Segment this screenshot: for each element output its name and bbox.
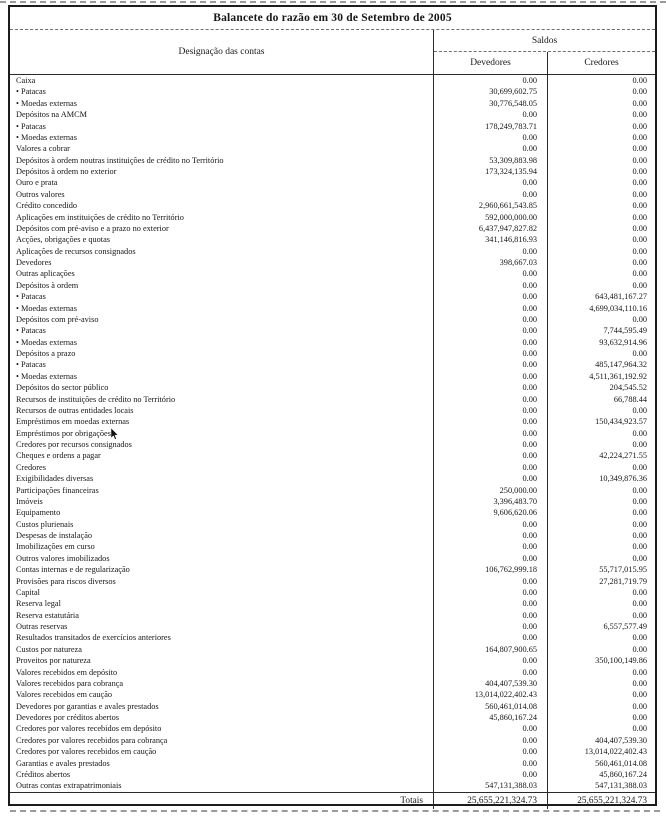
devedores-value: 0.00 (434, 758, 548, 769)
credores-value: 0.00 (632, 349, 647, 358)
account-label: Credores por valores recebidos em caução (10, 746, 434, 757)
devedores-value: 45,860,167.24 (434, 712, 548, 723)
devedores-value: 0.00 (434, 746, 548, 757)
account-label: Depósitos à ordem (10, 280, 434, 291)
credores-value: 4,511,361,192.92 (589, 371, 647, 381)
credores-value: 0.00 (632, 678, 647, 688)
devedores-value: 0.00 (434, 314, 548, 325)
table-row (10, 348, 655, 359)
table-row (10, 553, 655, 564)
account-label: Credores por recursos consignados (10, 439, 434, 450)
account-label: Outras aplicações (10, 268, 434, 279)
table-row (10, 121, 655, 132)
account-label: Outras contas extrapatrimoniais (10, 780, 434, 791)
table-row (10, 769, 655, 780)
table-row (10, 780, 655, 791)
credores-value: 0.00 (632, 167, 647, 176)
devedores-value: 0.00 (434, 610, 548, 621)
credores-value: 55,717,015.95 (599, 565, 647, 575)
devedores-value: 164,807,900.65 (434, 644, 548, 655)
devedores-value: 6,437,947,827.82 (434, 223, 548, 234)
account-label: Outros valores imobilizados (10, 553, 434, 564)
credores-value: 0.00 (632, 189, 647, 199)
account-label: Depósitos com pré-aviso (10, 314, 434, 325)
devedores-value: 0.00 (434, 439, 548, 450)
table-row (10, 75, 655, 86)
table-row (10, 723, 655, 734)
table-row (10, 632, 655, 643)
table-row (10, 667, 655, 678)
devedores-value: 0.00 (434, 735, 548, 746)
devedores-value: 0.00 (434, 177, 548, 188)
table-row (10, 519, 655, 530)
table-row (10, 462, 655, 473)
devedores-value: 250,000.00 (434, 485, 548, 496)
table-row (10, 303, 655, 314)
table-row (10, 212, 655, 223)
table-row (10, 246, 655, 257)
table-row (10, 166, 655, 177)
account-label: Credores (10, 462, 434, 473)
devedores-value: 0.00 (434, 416, 548, 427)
table-row (10, 655, 655, 666)
column-header-devedores: Devedores (434, 52, 548, 74)
table-row (10, 143, 655, 154)
credores-value: 0.00 (632, 76, 647, 85)
devedores-value: 0.00 (434, 587, 548, 598)
account-label: Resultados transitados de exercícios anteriores (10, 632, 434, 643)
account-label: • Moedas externas (10, 98, 434, 109)
devedores-value: 0.00 (434, 189, 548, 200)
table-row (10, 109, 655, 120)
credores-value: 0.00 (632, 531, 647, 540)
account-label: Empréstimos por obrigações (10, 428, 434, 439)
credores-value: 0.00 (632, 633, 647, 643)
devedores-value: 0.00 (434, 280, 548, 291)
account-label: Capital (10, 587, 434, 598)
table-row (10, 621, 655, 632)
table-row (10, 155, 655, 166)
devedores-value: 0.00 (434, 246, 548, 257)
account-label: • Moedas externas (10, 337, 434, 348)
account-label: Cheques e ordens a pagar (10, 450, 434, 461)
table-row (10, 598, 655, 609)
devedores-value: 341,146,816.93 (434, 234, 548, 245)
table-row (10, 234, 655, 245)
credores-value: 93,632,914.96 (599, 337, 647, 347)
table-row (10, 473, 655, 484)
account-label: Recursos de outras entidades locais (10, 405, 434, 416)
column-header-credores: Credores (584, 58, 619, 68)
account-label: Valores recebidos em caução (10, 689, 434, 700)
devedores-value: 0.00 (434, 655, 548, 666)
credores-value: 204,545.52 (609, 383, 647, 393)
totals-devedores-value: 25,655,221,324.73 (434, 793, 548, 809)
account-label: • Moedas externas (10, 371, 434, 382)
table-row (10, 257, 655, 268)
credores-value: 0.00 (632, 121, 647, 131)
devedores-value: 0.00 (434, 359, 548, 370)
devedores-value: 0.00 (434, 405, 548, 416)
credores-value: 0.00 (632, 223, 647, 233)
devedores-value: 0.00 (434, 291, 548, 302)
account-label: Imobilizações em curso (10, 541, 434, 552)
credores-value: 0.00 (632, 201, 647, 211)
devedores-value: 0.00 (434, 268, 548, 279)
account-label: Aplicações em instituições de crédito no Território (10, 212, 434, 223)
credores-value: 350,100,149.86 (595, 656, 647, 666)
account-label: Valores a cobrar (10, 143, 434, 154)
devedores-value: 0.00 (434, 462, 548, 473)
table-row (10, 507, 655, 518)
table-row (10, 610, 655, 621)
table-row (10, 359, 655, 370)
credores-value: 0.00 (632, 178, 647, 188)
credores-value: 0.00 (632, 314, 647, 324)
credores-value: 560,461,014.08 (595, 758, 647, 768)
credores-value: 0.00 (632, 667, 647, 677)
account-label: Depósitos do sector público (10, 382, 434, 393)
account-label: Acções, obrigações e quotas (10, 234, 434, 245)
credores-value: 0.00 (632, 212, 647, 222)
table-header (10, 30, 655, 75)
account-label: Provisões para riscos diversos (10, 576, 434, 587)
credores-value: 0.00 (632, 440, 647, 449)
table-row (10, 428, 655, 439)
table-row (10, 439, 655, 450)
devedores-value: 0.00 (434, 473, 548, 484)
account-label: Contas internas e de regularização (10, 564, 434, 575)
credores-value: 0.00 (632, 485, 647, 495)
scan-artifact-bottom-line (10, 810, 660, 812)
devedores-value: 0.00 (434, 428, 548, 439)
account-label: Caixa (10, 75, 434, 86)
account-label: Devedores (10, 257, 434, 268)
account-label: Custos por natureza (10, 644, 434, 655)
account-label: Devedores por créditos abertos (10, 712, 434, 723)
table-row (10, 132, 655, 143)
devedores-value: 547,131,388.03 (434, 780, 548, 791)
table-row (10, 177, 655, 188)
devedores-value: 30,776,548.05 (434, 98, 548, 109)
credores-value: 0.00 (632, 701, 647, 711)
column-header-saldos: Saldos (434, 30, 655, 52)
account-label: • Patacas (10, 359, 434, 370)
credores-value: 0.00 (632, 610, 647, 620)
table-row (10, 98, 655, 109)
account-label: Empréstimos em moedas externas (10, 416, 434, 427)
totals-credores-value: 25,655,221,324.73 (577, 795, 647, 806)
credores-value: 0.00 (632, 246, 647, 256)
table-row (10, 291, 655, 302)
account-label: Depósitos a prazo (10, 348, 434, 359)
credores-value: 0.00 (632, 713, 647, 722)
account-label: Outras reservas (10, 621, 434, 632)
account-label: • Moedas externas (10, 303, 434, 314)
table-row (10, 268, 655, 279)
devedores-value: 0.00 (434, 621, 548, 632)
table-row (10, 689, 655, 700)
credores-value: 0.00 (632, 553, 647, 563)
credores-value: 0.00 (632, 519, 647, 529)
devedores-value: 0.00 (434, 303, 548, 314)
account-label: Ouro e prata (10, 177, 434, 188)
account-label: Depósitos na AMCM (10, 109, 434, 120)
table-row (10, 416, 655, 427)
account-label: Depósitos à ordem no exterior (10, 166, 434, 177)
account-label: Reserva legal (10, 598, 434, 609)
devedores-value: 592,000,000.00 (434, 212, 548, 223)
credores-value: 0.00 (632, 269, 647, 279)
credores-value: 0.00 (632, 599, 647, 609)
devedores-value: 0.00 (434, 723, 548, 734)
account-label: • Patacas (10, 121, 434, 132)
page-title: Balancete do razão em 30 de Setembro de 2005 (10, 7, 655, 30)
table-row (10, 587, 655, 598)
devedores-value: 0.00 (434, 132, 548, 143)
account-label: • Moedas externas (10, 132, 434, 143)
table-row (10, 223, 655, 234)
table-row (10, 280, 655, 291)
devedores-value: 560,461,014.08 (434, 701, 548, 712)
credores-value: 0.00 (632, 87, 647, 97)
devedores-value: 0.00 (434, 530, 548, 541)
devedores-value: 53,309,883.98 (434, 155, 548, 166)
credores-value: 4,699,034,110.16 (589, 303, 647, 313)
devedores-value: 0.00 (434, 143, 548, 154)
table-row (10, 371, 655, 382)
credores-value: 485,147,964.32 (595, 360, 647, 370)
credores-value: 66,788.44 (613, 394, 647, 404)
account-label: Credores por valores recebidos para cobrança (10, 735, 434, 746)
devedores-value: 0.00 (434, 632, 548, 643)
table-row (10, 541, 655, 552)
account-label: Exigibilidades diversas (10, 473, 434, 484)
credores-value: 150,434,923.57 (595, 417, 647, 427)
account-label: Outros valores (10, 189, 434, 200)
credores-value: 547,131,388.03 (595, 781, 647, 791)
scan-artifact-top-line (0, 1, 666, 3)
devedores-value: 173,324,135.94 (434, 166, 548, 177)
table-row (10, 394, 655, 405)
credores-value: 42,224,271.55 (599, 451, 647, 461)
credores-value: 643,481,167.27 (595, 292, 647, 302)
credores-value: 27,281,719.79 (599, 576, 647, 586)
credores-value: 0.00 (632, 508, 647, 518)
devedores-value: 0.00 (434, 75, 548, 86)
totals-label: Totais (10, 793, 434, 809)
devedores-value: 0.00 (434, 598, 548, 609)
credores-value: 0.00 (632, 724, 647, 734)
account-label: Crédito concedido (10, 200, 434, 211)
devedores-value: 0.00 (434, 109, 548, 120)
credores-value: 45,860,167.24 (599, 769, 647, 779)
account-label: Depósitos à ordem noutras instituições de crédito no Território (10, 155, 434, 166)
account-label: • Patacas (10, 325, 434, 336)
credores-value: 7,744,595.49 (603, 326, 647, 336)
credores-value: 0.00 (632, 144, 647, 154)
account-label: Custos plurienais (10, 519, 434, 530)
table-row (10, 576, 655, 587)
credores-value: 404,407,539.30 (595, 735, 647, 745)
credores-value: 0.00 (632, 98, 647, 108)
account-label: Devedores por garantias e avales prestados (10, 701, 434, 712)
saldos-header-group (434, 30, 655, 74)
credores-value: 0.00 (632, 496, 647, 506)
balance-sheet-table (8, 5, 657, 806)
devedores-value: 0.00 (434, 382, 548, 393)
account-label: Despesas de instalação (10, 530, 434, 541)
credores-value: 0.00 (632, 587, 647, 597)
account-label: Recursos de instituições de crédito no Território (10, 394, 434, 405)
table-row (10, 189, 655, 200)
devedores-value: 0.00 (434, 553, 548, 564)
table-row (10, 450, 655, 461)
table-row (10, 314, 655, 325)
table-row (10, 712, 655, 723)
devedores-value: 9,606,620.06 (434, 507, 548, 518)
credores-value: 0.00 (632, 428, 647, 438)
account-label: Depósitos com pré-aviso e a prazo no exterior (10, 223, 434, 234)
devedores-value: 0.00 (434, 541, 548, 552)
table-row (10, 382, 655, 393)
table-row (10, 405, 655, 416)
account-label: Garantias e avales prestados (10, 758, 434, 769)
devedores-value: 0.00 (434, 348, 548, 359)
table-row (10, 644, 655, 655)
devedores-value: 0.00 (434, 394, 548, 405)
account-label: Credores por valores recebidos em depósito (10, 723, 434, 734)
devedores-value: 0.00 (434, 325, 548, 336)
table-row (10, 530, 655, 541)
table-row (10, 701, 655, 712)
table-row (10, 735, 655, 746)
credores-value: 0.00 (632, 258, 647, 267)
credores-value: 0.00 (632, 690, 647, 700)
table-row (10, 485, 655, 496)
credores-value: 0.00 (632, 542, 647, 552)
devedores-value: 0.00 (434, 371, 548, 382)
totals-row (10, 792, 655, 809)
account-label: Participações financeiras (10, 485, 434, 496)
credores-value: 6,557,577.49 (603, 622, 647, 631)
devedores-value: 2,960,661,543.85 (434, 200, 548, 211)
devedores-value: 0.00 (434, 337, 548, 348)
account-label: Reserva estatutária (10, 610, 434, 621)
credores-value: 0.00 (632, 155, 647, 165)
table-row (10, 200, 655, 211)
table-row (10, 678, 655, 689)
devedores-value: 106,762,999.18 (434, 564, 548, 575)
credores-value: 0.00 (632, 132, 647, 142)
devedores-value: 0.00 (434, 769, 548, 780)
credores-value: 0.00 (632, 280, 647, 290)
table-row (10, 325, 655, 336)
account-label: Proveitos por natureza (10, 655, 434, 666)
account-label: Imóveis (10, 496, 434, 507)
credores-value: 0.00 (632, 644, 647, 654)
credores-value: 10,349,876.36 (599, 474, 647, 484)
table-row (10, 758, 655, 769)
credores-value: 0.00 (632, 235, 647, 245)
credores-value: 0.00 (632, 405, 647, 415)
credores-value: 0.00 (632, 462, 647, 472)
account-label: Aplicações de recursos consignados (10, 246, 434, 257)
devedores-value: 0.00 (434, 519, 548, 530)
table-row (10, 496, 655, 507)
devedores-value: 404,407,539.30 (434, 678, 548, 689)
table-row (10, 746, 655, 757)
credores-value: 0.00 (632, 110, 647, 120)
account-label: Créditos abertos (10, 769, 434, 780)
devedores-value: 398,667.03 (434, 257, 548, 268)
devedores-value: 30,699,602.75 (434, 86, 548, 97)
account-label: Valores recebidos para cobrança (10, 678, 434, 689)
table-body (10, 75, 655, 792)
devedores-value: 0.00 (434, 450, 548, 461)
devedores-value: 0.00 (434, 576, 548, 587)
devedores-value: 0.00 (434, 667, 548, 678)
account-label: Equipamento (10, 507, 434, 518)
table-row (10, 337, 655, 348)
account-label: Valores recebidos em depósito (10, 667, 434, 678)
table-row (10, 86, 655, 97)
devedores-value: 3,396,483.70 (434, 496, 548, 507)
account-label: • Patacas (10, 86, 434, 97)
devedores-value: 13,014,022,402.43 (434, 689, 548, 700)
devedores-value: 178,249,783.71 (434, 121, 548, 132)
account-label: • Patacas (10, 291, 434, 302)
table-row (10, 564, 655, 575)
credores-value: 13,014,022,402.43 (584, 747, 647, 757)
column-header-designation: Designação das contas (10, 30, 434, 74)
